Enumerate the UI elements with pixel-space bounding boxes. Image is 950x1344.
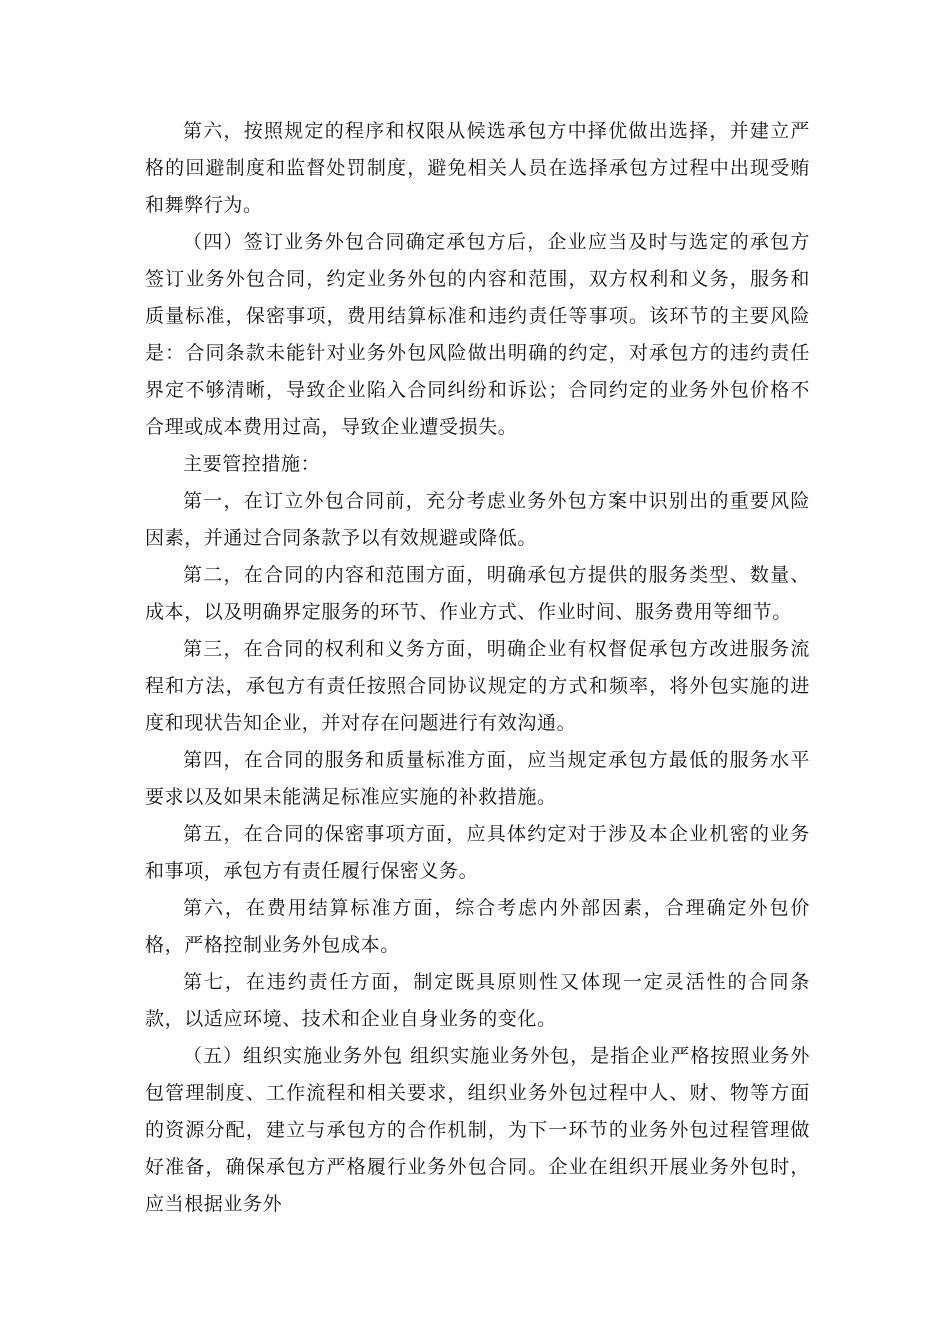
- document-body: [145, 113, 810, 1223]
- paragraph-measure-5: 第五，在合同的保密事项方面，应具体约定对于涉及本企业机密的业务和事项，承包方有责任履行保密义务。: [145, 823, 810, 882]
- paragraph-control-measures-heading: 主要管控措施：: [183, 453, 321, 475]
- paragraph-measure-2: 第二，在合同的内容和范围方面，明确承包方提供的服务类型、数量、成本，以及明确界定服务的环节、作业方式、作业时间、服务费用等细节。: [145, 564, 810, 623]
- paragraph-measure-3: 第三，在合同的权利和义务方面，明确企业有权督促承包方改进服务流程和方法，承包方有责任按照合同协议规定的方式和频率，将外包实施的进度和现状告知企业，并对存在问题进行有效沟通。: [145, 638, 810, 734]
- paragraph-measure-7: 第七，在违约责任方面，制定既具原则性又体现一定灵活性的合同条款，以适应环境、技术和企业自身业务的变化。: [145, 971, 810, 1030]
- paragraph-sign-contract: （四）签订业务外包合同确定承包方后，企业应当及时与选定的承包方签订业务外包合同，约定业务外包的内容和范围，双方权利和义务，服务和质量标准，保密事项，费用结算标准和违约责任等事项。该环节的主要风险是：合同条款未能针对业务外包风险做出明确的约定，对承包方的违约责任界定不够清晰，导致企业陷入合同纠纷和诉讼；合同约定的业务外包价格不合理或成本费用过高，导致企业遭受损失。: [145, 231, 810, 438]
- paragraph-organize-implementation: （五）组织实施业务外包 组织实施业务外包，是指企业严格按照业务外包管理制度、工作流程和相关要求，组织业务外包过程中人、财、物等方面的资源分配，建立与承包方的合作机制，为下一环节的业务外包过程管理做好准备，确保承包方严格履行业务外包合同。企业在组织开展业务外包时，应当根据业务外: [145, 1045, 810, 1215]
- paragraph-selection-criteria: 第六，按照规定的程序和权限从候选承包方中择优做出选择，并建立严格的回避制度和监督处罚制度，避免相关人员在选择承包方过程中出现受贿和舞弊行为。: [145, 120, 810, 216]
- paragraph-measure-1: 第一，在订立外包合同前，充分考虑业务外包方案中识别出的重要风险因素，并通过合同条款予以有效规避或降低。: [145, 490, 810, 549]
- paragraph-measure-6: 第六，在费用结算标准方面，综合考虑内外部因素，合理确定外包价格，严格控制业务外包成本。: [145, 897, 810, 956]
- paragraph-measure-4: 第四，在合同的服务和质量标准方面，应当规定承包方最低的服务水平要求以及如果未能满足标准应实施的补救措施。: [145, 749, 810, 808]
